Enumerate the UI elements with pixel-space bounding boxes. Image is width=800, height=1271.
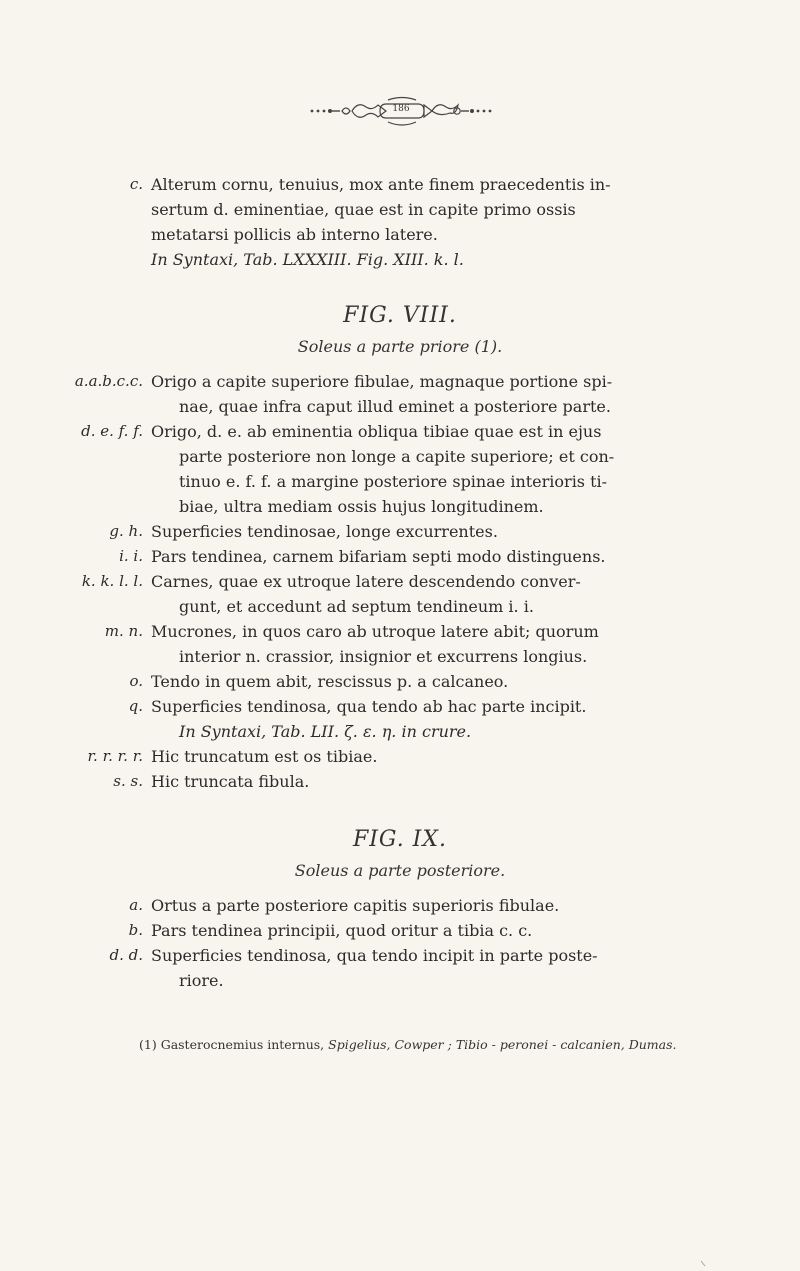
paper-mark-icon: [700, 1260, 706, 1268]
entry-line: sertum d. eminentiae, quae est in capite primo ossis: [151, 200, 576, 219]
entry-label: m. n.: [104, 622, 143, 640]
entry-label: d. d.: [109, 946, 143, 964]
entry-line: Pars tendinea principii, quod oritur a tibia c. c.: [151, 921, 533, 940]
syntax-reference: In Syntaxi, Tab. LII. ζ. ε. η. in crure.: [179, 722, 472, 741]
footnote-text: Gasterocnemius internus,: [160, 1037, 329, 1052]
entry-label: q.: [128, 697, 143, 715]
entry-label: b.: [128, 921, 143, 939]
entry-line: biae, ultra mediam ossis hujus longitudinem.: [179, 497, 544, 516]
entry-line: Ortus a parte posteriore capitis superioris fibulae.: [151, 896, 560, 915]
footnote: [139, 1037, 779, 1052]
entry-label: k. k. l. l.: [81, 572, 143, 590]
entry-line: Mucrones, in quos caro ab utroque latere abit; quorum: [151, 622, 599, 641]
entry-line: nae, quae infra caput illud eminet a posteriore parte.: [179, 397, 611, 416]
entry-label: g. h.: [109, 522, 143, 540]
entry-label: i. i.: [119, 547, 143, 565]
entry-line: Hic truncata fibula.: [151, 772, 310, 791]
fig-8-heading: FIG. VIII.: [343, 303, 457, 328]
entry-line: Alterum cornu, tenuius, mox ante finem praecedentis in-: [151, 175, 611, 194]
entry-line: Hic truncatum est os tibiae.: [151, 747, 378, 766]
entry-line: Superficies tendinosae, longe excurrentes.: [151, 522, 498, 541]
entry-line: tinuo e. f. f. a margine posteriore spinae interioris ti-: [179, 472, 608, 491]
entry-label: r. r. r. r.: [87, 747, 143, 765]
entry-line: Pars tendinea, carnem bifariam septi modo distinguens.: [151, 547, 606, 566]
entry-line: Origo, d. e. ab eminentia obliqua tibiae quae est in ejus: [151, 422, 602, 441]
entry-line: Superficies tendinosa, qua tendo incipit in parte poste-: [151, 946, 598, 965]
entry-label: s. s.: [113, 772, 143, 790]
footnote-marker: (1): [139, 1037, 157, 1052]
entry-label: o.: [129, 672, 143, 690]
entry-line: metatarsi pollicis ab interno latere.: [151, 225, 438, 244]
entry-line: parte posteriore non longe a capite superiore; et con-: [179, 447, 615, 466]
entry-label: d. e. f. f.: [81, 422, 143, 440]
entry-label: a.: [129, 896, 143, 914]
entry-label: c.: [129, 175, 143, 193]
entry-line: Carnes, quae ex utroque latere descendendo conver-: [151, 572, 581, 591]
entry-line: Origo a capite superiore fibulae, magnaque portione spi-: [151, 372, 613, 391]
page-number: 186: [392, 104, 410, 114]
entry-line: Superficies tendinosa, qua tendo ab hac parte incipit.: [151, 697, 587, 716]
fig-9-heading: FIG. IX.: [352, 827, 448, 852]
footnote-authors: Spigelius, Cowper ; Tibio - peronei - calcanien, Dumas.: [328, 1037, 677, 1052]
syntax-reference: In Syntaxi, Tab. LXXXIII. Fig. XIII. k. l.: [151, 250, 464, 269]
entry-label: a.a.b.c.c.: [74, 372, 143, 390]
entry-line: riore.: [179, 971, 224, 990]
entry-line: interior n. crassior, insignior et excurrens longius.: [179, 647, 588, 666]
entry-line: gunt, et accedunt ad septum tendineum i. i.: [179, 597, 534, 616]
fig-8-subtitle: Soleus a parte priore (1).: [297, 337, 503, 356]
fig-9-subtitle: Soleus a parte posteriore.: [294, 861, 506, 880]
entry-line: Tendo in quem abit, rescissus p. a calcaneo.: [151, 672, 509, 691]
